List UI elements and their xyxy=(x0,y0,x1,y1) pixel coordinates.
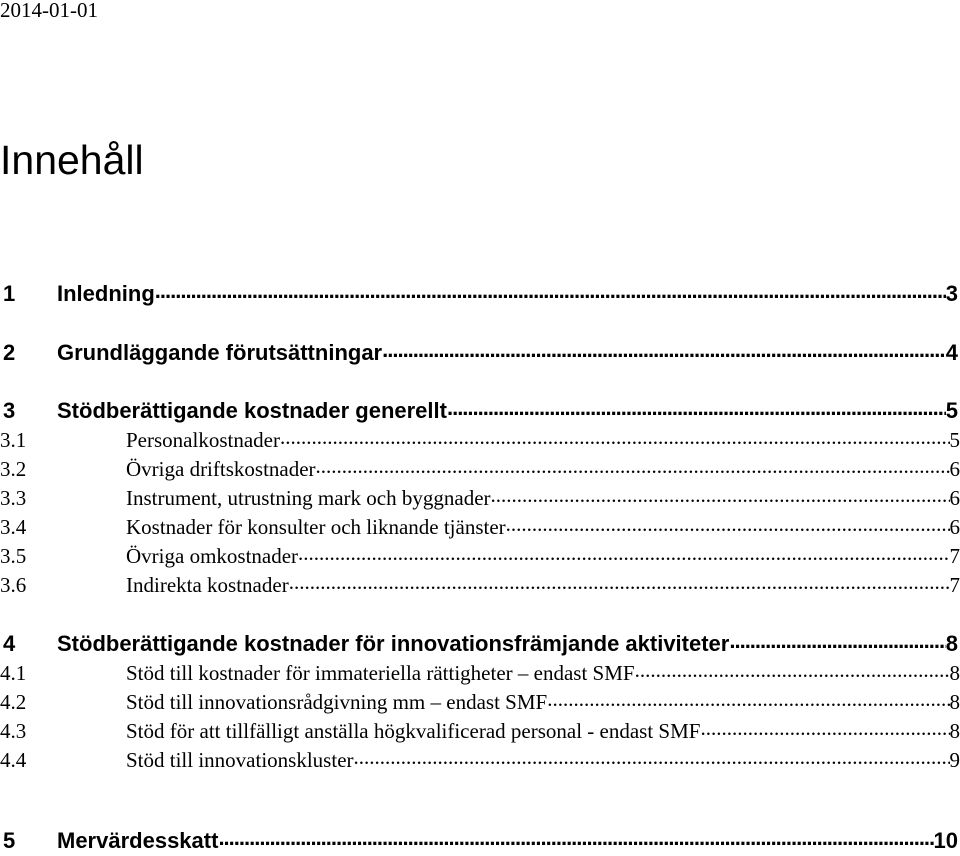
toc-number: 2 xyxy=(3,340,16,365)
toc-entry-3-6[interactable] xyxy=(0,570,960,600)
toc-title: Instrument, utrustning mark och byggnader xyxy=(126,485,491,510)
toc-title: Kostnader för konsulter och liknande tjänster xyxy=(126,514,506,539)
toc-entry-3-1[interactable] xyxy=(0,425,960,455)
toc-number: 5 xyxy=(3,828,16,853)
toc-page: 9 xyxy=(949,747,960,772)
toc-page: 10 xyxy=(933,828,958,853)
toc-page: 5 xyxy=(945,398,958,423)
toc-number: 1 xyxy=(3,281,16,306)
toc-leader xyxy=(155,279,946,309)
toc-page: 8 xyxy=(949,660,960,685)
toc-page: 8 xyxy=(949,718,960,743)
toc-entry-5[interactable] xyxy=(0,826,960,856)
toc-entry-4-2[interactable] xyxy=(0,687,960,717)
toc-title: Övriga omkostnader xyxy=(126,543,299,568)
toc-number: 3.1 xyxy=(0,427,27,452)
toc-title: Indirekta kostnader xyxy=(126,572,289,597)
toc-leader xyxy=(700,716,949,746)
toc-title: Stöd till innovationsrådgivning mm – endast SMF xyxy=(126,689,548,714)
toc-number: 3.4 xyxy=(0,514,27,539)
toc-page: 7 xyxy=(949,572,960,597)
toc-number: 3.5 xyxy=(0,543,27,568)
toc-number: 4.3 xyxy=(0,718,27,743)
toc-entry-1[interactable] xyxy=(0,279,960,309)
toc-entry-4[interactable] xyxy=(0,629,960,659)
toc-number: 3.6 xyxy=(0,572,27,597)
toc-entry-4-1[interactable] xyxy=(0,658,960,688)
toc-entry-3[interactable] xyxy=(0,396,960,426)
toc-title: Stödberättigande kostnader generellt xyxy=(57,398,447,423)
toc-page: 7 xyxy=(949,543,960,568)
toc-number: 4.2 xyxy=(0,689,27,714)
toc-page: 8 xyxy=(945,631,958,656)
toc-entry-4-3[interactable] xyxy=(0,716,960,746)
toc-leader xyxy=(280,425,950,455)
toc-number: 3.3 xyxy=(0,485,27,510)
toc-title: Personalkostnader xyxy=(126,427,280,452)
toc-number: 3.2 xyxy=(0,456,27,481)
toc-page: 6 xyxy=(949,485,960,510)
header-date: 2014-01-01 xyxy=(0,0,98,22)
toc-leader xyxy=(447,396,946,426)
toc-entry-3-4[interactable] xyxy=(0,512,960,542)
toc-page: 5 xyxy=(949,427,960,452)
toc-leader xyxy=(635,658,950,688)
toc-leader xyxy=(491,483,950,513)
toc-page: 8 xyxy=(949,689,960,714)
toc-page: 6 xyxy=(949,456,960,481)
toc-leader xyxy=(354,745,950,775)
toc-leader xyxy=(506,512,950,542)
toc-leader xyxy=(547,687,949,717)
toc-title: Stöd för att tillfälligt anställa högkvalificerad personal - endast SMF xyxy=(126,718,701,743)
toc-entry-3-2[interactable] xyxy=(0,454,960,484)
toc-title: Grundläggande förutsättningar xyxy=(57,340,383,365)
toc-number: 3 xyxy=(3,398,16,423)
toc-leader xyxy=(316,454,950,484)
toc-number: 4.4 xyxy=(0,747,27,772)
toc-page: 3 xyxy=(945,281,958,306)
toc-title: Stöd till kostnader för immateriella rättigheter – endast SMF xyxy=(126,660,635,685)
toc-leader xyxy=(729,629,945,659)
toc-title: Övriga driftskostnader xyxy=(126,456,316,481)
toc-entry-3-3[interactable] xyxy=(0,483,960,513)
toc-entry-3-5[interactable] xyxy=(0,541,960,571)
toc-title: Stöd till innovationskluster xyxy=(126,747,354,772)
toc-leader xyxy=(382,338,946,368)
page-title: Innehåll xyxy=(0,137,144,183)
toc-page: 4 xyxy=(945,340,958,365)
toc-leader xyxy=(289,570,950,600)
toc-title: Mervärdesskatt xyxy=(57,828,219,853)
toc-title: Stödberättigande kostnader för innovationsfrämjande aktiviteter xyxy=(57,631,730,656)
toc-leader xyxy=(218,826,933,856)
toc-leader xyxy=(298,541,949,571)
toc-title: Inledning xyxy=(57,281,155,306)
toc-number: 4 xyxy=(3,631,16,656)
toc-number: 4.1 xyxy=(0,660,27,685)
toc-page: 6 xyxy=(949,514,960,539)
toc-entry-2[interactable] xyxy=(0,338,960,368)
toc-entry-4-4[interactable] xyxy=(0,745,960,775)
